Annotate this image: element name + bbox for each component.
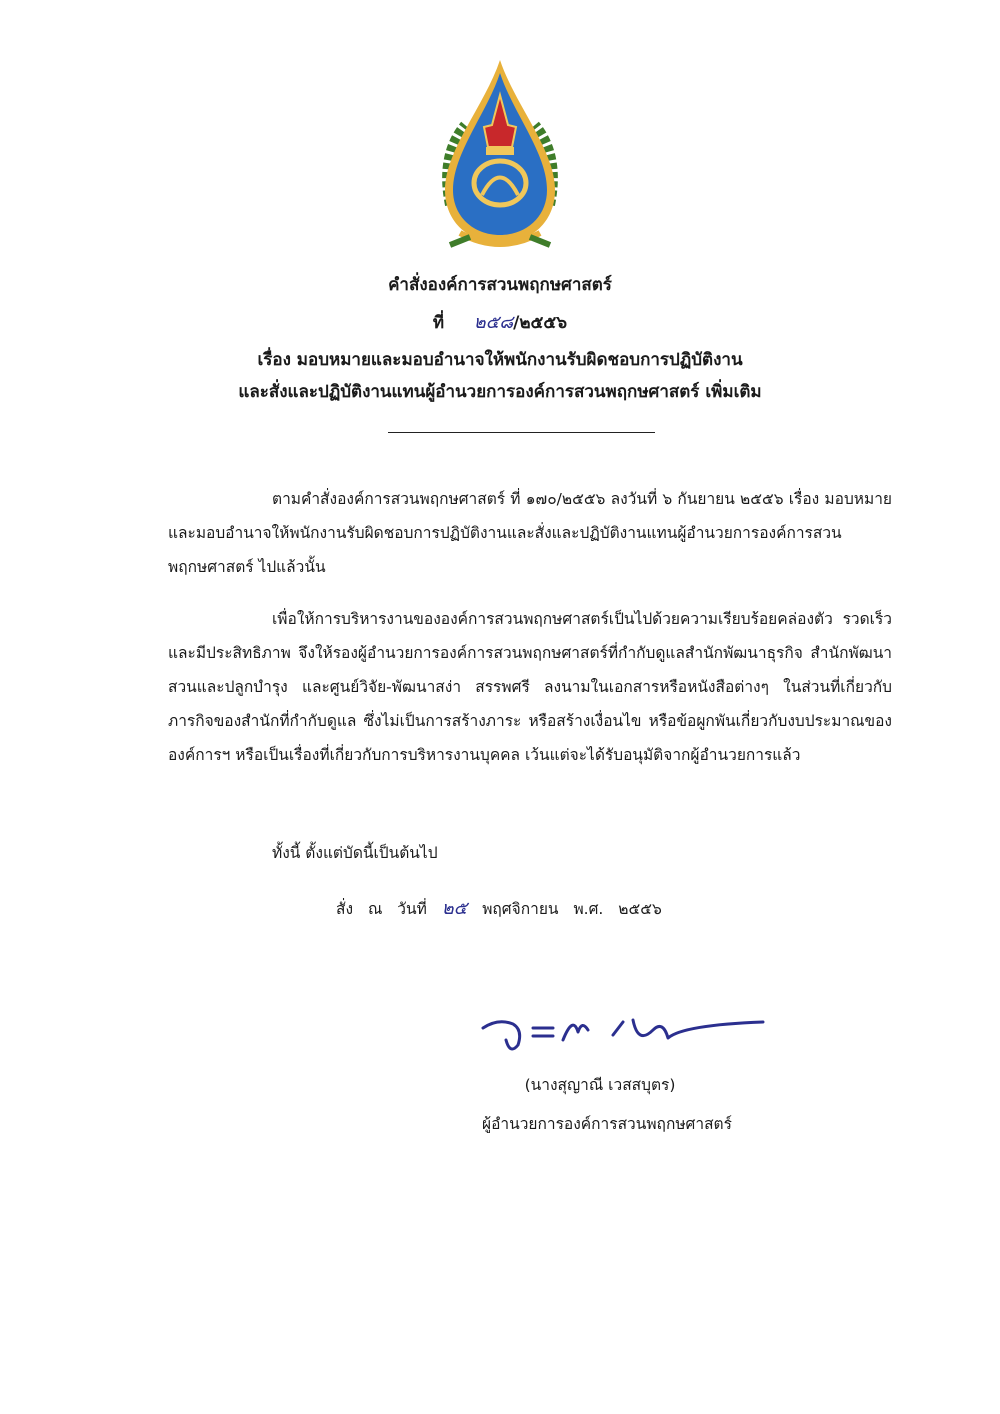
month: พฤศจิกายน (482, 900, 559, 918)
signer-name: (นางสุญาณี เวสสบุตร) (524, 1076, 676, 1094)
day-handwritten: ๒๕ (441, 898, 468, 919)
subject-line-2: และสั่งและปฏิบัติงานแทนผู้อำนวยการองค์การสวนพฤกษศาสตร์ เพิ่มเติม (238, 382, 762, 402)
order-title: คำสั่งองค์การสวนพฤกษศาสตร์ (388, 275, 612, 295)
number-suffix: /๒๕๕๖ (513, 313, 568, 333)
number-prefix: ที่ (432, 313, 445, 333)
number-handwritten: ๒๕๘ (473, 312, 514, 333)
at-word: ณ (367, 900, 383, 918)
era: พ.ศ. (573, 900, 604, 918)
order-word: สั่ง (336, 900, 354, 918)
body-paragraph-2 (168, 602, 892, 772)
handwritten-signature (478, 1000, 768, 1060)
year: ๒๕๕๖ (618, 900, 662, 918)
paragraph-1-text: ตามคำสั่งองค์การสวนพฤกษศาสตร์ ที่ ๑๗๐/๒๕๕๖ ลงวันที่ ๖ กันยายน ๒๕๕๖ เรื่อง มอบหมายและมอบอำนาจให้พนักงานรับผิดชอบการปฏิบัติงานและสั่งและปฏิบัติงานแทนผู้อำนวยการองค์การสวนพฤกษศาสตร์ ไปแล้วนั้น (168, 490, 892, 576)
order-subject (0, 344, 1000, 408)
issue-date-line (336, 893, 672, 922)
organization-emblem (430, 55, 570, 255)
signer-position: ผู้อำนวยการองค์การสวนพฤกษศาสตร์ (482, 1115, 732, 1133)
subject-line-1: เรื่อง มอบหมายและมอบอำนาจให้พนักงานรับผิดชอบการปฏิบัติงาน (257, 350, 743, 370)
paragraph-2-text: เพื่อให้การบริหารงานขององค์การสวนพฤกษศาสตร์เป็นไปด้วยความเรียบร้อยคล่องตัว รวดเร็วและมีประสิทธิภาพ จึงให้รองผู้อำนวยการองค์การสวนพฤกษศาสตร์ที่กำกับดูแลสำนักพัฒนาธุรกิจ สำนักพัฒนาสวนและปลูกบำรุง และศูนย์วิจัย-พัฒนาสง่า สรรพศรี ลงนามในเอกสารหรือหนังสือต่างๆ ในส่วนที่เกี่ยวกับภารกิจของสำนักที่กำกับดูแล ซึ่งไม่เป็นการสร้างภาระ หรือสร้างเงื่อนไข หรือข้อผูกพันเกี่ยวกับงบประมาณขององค์การฯ หรือเป็นเรื่องที่เกี่ยวกับการบริหารงานบุคคล เว้นแต่จะได้รับอนุมัติจากผู้อำนวยการแล้ว (168, 610, 892, 764)
body-paragraph-3: ทั้งนี้ ตั้งแต่บัดนี้เป็นต้นไป (272, 844, 438, 862)
date-label: วันที่ (397, 900, 427, 918)
header-divider (388, 432, 655, 433)
body-paragraph-1 (168, 482, 892, 584)
order-number (0, 307, 1000, 336)
